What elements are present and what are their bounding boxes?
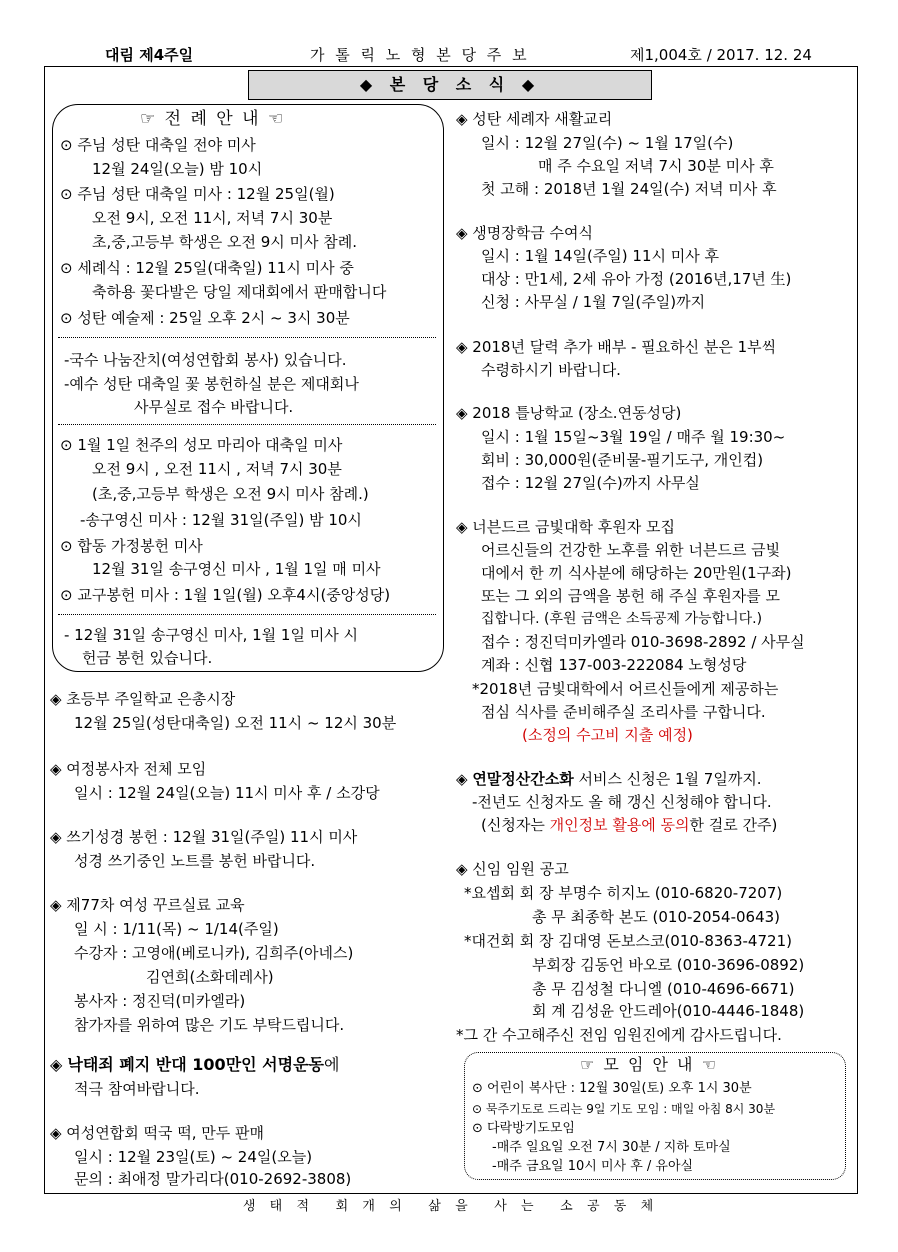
- petition-notice: ◈ 낙태죄 폐지 반대 100만인 서명운동에: [50, 1055, 340, 1074]
- notice-line: 일시 : 1월 15일~3월 19일 / 매주 월 19:30~: [481, 428, 786, 446]
- notice-line: 집합니다. (후원 금액은 소득공제 가능합니다.): [481, 611, 763, 627]
- notice-line: 문의 : 최애정 말가리다(010-2692-3808): [74, 1170, 352, 1188]
- liturgy-line: 오전 9시, 오전 11시, 저녁 7시 30분: [92, 209, 333, 227]
- notice-heading: ◈ 제77차 여성 꾸르실료 교육: [50, 896, 245, 914]
- divider: [58, 337, 436, 338]
- notice-heading: ◈ 여정봉사자 전체 모임: [50, 760, 207, 778]
- notice-line: 매 주 수요일 저녁 7시 30분 미사 후: [538, 157, 774, 175]
- liturgy-line: -송구영신 미사 : 12월 31일(주일) 밤 10시: [80, 511, 362, 529]
- liturgy-line: - 12월 31일 송구영신 미사, 1월 1일 미사 시: [64, 626, 358, 644]
- notice-line: 봉사자 : 정진덕(미카엘라): [74, 992, 246, 1010]
- officer-line: 총 무 최종학 본도 (010-2054-0643): [532, 908, 781, 926]
- meeting-line: ⊙ 어린이 복사단 : 12월 30일(토) 오후 1시 30분: [472, 1081, 752, 1096]
- notice-heading: ◈ 여성연합회 떡국 떡, 만두 판매: [50, 1124, 265, 1142]
- meeting-line: ⊙ 다락방기도모임: [472, 1121, 575, 1136]
- liturgy-line: 12월 24일(오늘) 밤 10시: [92, 160, 263, 178]
- notice-line: (신청자는 개인정보 활용에 동의한 걸로 간주): [481, 816, 778, 834]
- notice-line: -전년도 신청자도 올 해 갱신 신청해야 합니다.: [472, 793, 772, 811]
- notice-line: 수강자 : 고영애(베로니카), 김희주(아네스): [74, 944, 354, 962]
- notice-line: 일시 : 12월 24일(오늘) 11시 미사 후 / 소강당: [74, 784, 380, 802]
- notice-line: 12월 25일(성탄대축일) 오전 11시 ~ 12시 30분: [74, 714, 397, 732]
- notice-line: 접수 : 정진덕미카엘라 010-3698-2892 / 사무실: [481, 633, 805, 651]
- meeting-line: -매주 일요일 오전 7시 30분 / 지하 토마실: [492, 1140, 731, 1155]
- bulletin-title: 가 톨 릭 노 형 본 당 주 보: [310, 46, 530, 64]
- notice-line: 첫 고해 : 2018년 1월 24일(수) 저녁 미사 후: [481, 180, 777, 198]
- notice-line: *그 간 수고해주신 전임 임원진에게 감사드립니다.: [456, 1026, 782, 1044]
- officer-line: 부회장 김동언 바오로 (010-3696-0892): [532, 956, 805, 974]
- notice-line: 일 시 : 1/11(목) ~ 1/14(주일): [74, 920, 279, 938]
- notice-line-highlight: (소정의 수고비 지출 예정): [522, 726, 693, 744]
- liturgy-line: 12월 31일 송구영신 미사 , 1월 1일 매 미사: [92, 560, 381, 578]
- liturgy-line: 오전 9시 , 오전 11시 , 저녁 7시 30분: [92, 460, 342, 478]
- notice-heading: ◈ 신임 임원 공고: [456, 860, 569, 878]
- notice-line: 대에서 한 끼 식사분에 해당하는 20만원(1구좌): [481, 564, 792, 582]
- liturgical-week: 대림 제4주일: [105, 46, 194, 64]
- notice-line: 신청 : 사무실 / 1월 7일(주일)까지: [481, 293, 706, 311]
- divider: [58, 614, 436, 615]
- notice-heading: ◈ 너븐드르 금빛대학 후원자 모집: [456, 518, 675, 536]
- notice-line: 회비 : 30,000원(준비물-필기도구, 개인컵): [481, 451, 764, 469]
- meetings-title: ☞ 모 임 안 내 ☜: [580, 1055, 718, 1074]
- liturgy-line: ⊙ 세례식 : 12월 25일(대축일) 11시 미사 중: [60, 259, 354, 277]
- bulletin-header: [0, 44, 898, 66]
- liturgy-title: ☞ 전 례 안 내 ☜: [140, 109, 286, 129]
- issue-info: 제1,004호 / 2017. 12. 24: [630, 46, 812, 64]
- liturgy-line: ⊙ 성탄 예술제 : 25일 오후 2시 ~ 3시 30분: [60, 309, 350, 327]
- notice-heading: ◈ 성탄 세례자 새활교리: [456, 110, 613, 128]
- officer-line: 회 계 김성윤 안드레아(010-4446-1848): [532, 1002, 805, 1020]
- liturgy-line: -예수 성탄 대축일 꽃 봉헌하실 분은 제대회나: [64, 375, 359, 393]
- liturgy-line: ⊙ 주님 성탄 대축일 전야 미사: [60, 136, 256, 154]
- officer-line: *요셉회 회 장 부명수 히지노 (010-6820-7207): [464, 884, 783, 902]
- notice-line: 참가자를 위하여 많은 기도 부탁드립니다.: [74, 1016, 345, 1034]
- footer-slogan: 생 태 적 회 개 의 삶 을 사 는 소 공 동 체: [242, 1199, 656, 1214]
- liturgy-line: 초,중,고등부 학생은 오전 9시 미사 참례.: [92, 233, 358, 251]
- notice-line: 또는 그 외의 금액을 봉헌 해 주실 후원자를 모: [481, 587, 780, 605]
- notice-line: 대상 : 만1세, 2세 유아 가정 (2016년,17년 生): [481, 270, 792, 288]
- liturgy-line: (초,중,고등부 학생은 오전 9시 미사 참례.): [92, 485, 369, 503]
- section-title: ◆ 본 당 소 식 ◆: [248, 70, 652, 100]
- notice-heading: ◈ 생명장학금 수여식: [456, 224, 593, 242]
- notice-line: 성경 쓰기중인 노트를 봉헌 바랍니다.: [74, 852, 316, 870]
- notice-line: 김연희(소화데레사): [146, 968, 274, 986]
- notice-line: 어르신들의 건강한 노후를 위한 너븐드르 금빛: [481, 541, 781, 559]
- notice-line: 접수 : 12월 27일(수)까지 사무실: [481, 474, 700, 492]
- liturgy-line: -국수 나눔잔치(여성연합회 봉사) 있습니다.: [64, 351, 347, 369]
- notice-line: 일시 : 12월 27일(수) ~ 1월 17일(수): [481, 134, 734, 152]
- notice-line: 계좌 : 신협 137-003-222084 노형성당: [481, 656, 747, 674]
- notice-heading: ◈ 초등부 주일학교 은총시장: [50, 690, 236, 708]
- meeting-line: -매주 금요일 10시 미사 후 / 유아실: [492, 1159, 694, 1174]
- notice-line: 일시 : 12월 23일(토) ~ 24일(오늘): [74, 1148, 313, 1166]
- liturgy-line: 축하용 꽃다발은 당일 제대회에서 판매합니다: [92, 283, 387, 301]
- notice-line: 점심 식사를 준비해주실 조리사를 구합니다.: [481, 703, 766, 721]
- notice-line: 수령하시기 바랍니다.: [481, 361, 621, 379]
- liturgy-line: 사무실로 접수 바랍니다.: [134, 398, 294, 416]
- divider: [58, 424, 436, 425]
- meeting-line: ⊙ 묵주기도로 드리는 9일 기도 모임 : 매일 아침 8시 30분: [472, 1102, 776, 1116]
- liturgy-line: ⊙ 1월 1일 천주의 성모 마리아 대축일 미사: [60, 436, 343, 454]
- notice-line: 일시 : 1월 14일(주일) 11시 미사 후: [481, 247, 719, 265]
- notice-line: *2018년 금빛대학에서 어르신들에게 제공하는: [472, 680, 779, 698]
- notice-heading: ◈ 2018 틀낭학교 (장소.연동성당): [456, 404, 682, 422]
- notice-heading: ◈ 쓰기성경 봉헌 : 12월 31일(주일) 11시 미사: [50, 828, 358, 846]
- notice-heading: ◈ 연말정산간소화 서비스 신청은 1월 7일까지.: [456, 770, 762, 788]
- liturgy-line: ⊙ 주님 성탄 대축일 미사 : 12월 25일(월): [60, 185, 335, 203]
- officer-line: *대건회 회 장 김대영 돈보스코(010-8363-4721): [464, 932, 792, 950]
- officer-line: 총 무 김성철 다니엘 (010-4696-6671): [532, 980, 795, 998]
- liturgy-line: ⊙ 합동 가정봉헌 미사: [60, 537, 203, 555]
- notice-heading: ◈ 2018년 달력 추가 배부 - 필요하신 분은 1부씩: [456, 338, 777, 356]
- notice-line: 적극 참여바랍니다.: [74, 1080, 200, 1098]
- liturgy-line: ⊙ 교구봉헌 미사 : 1월 1일(월) 오후4시(중앙성당): [60, 586, 391, 604]
- liturgy-line: 헌금 봉헌 있습니다.: [82, 649, 213, 667]
